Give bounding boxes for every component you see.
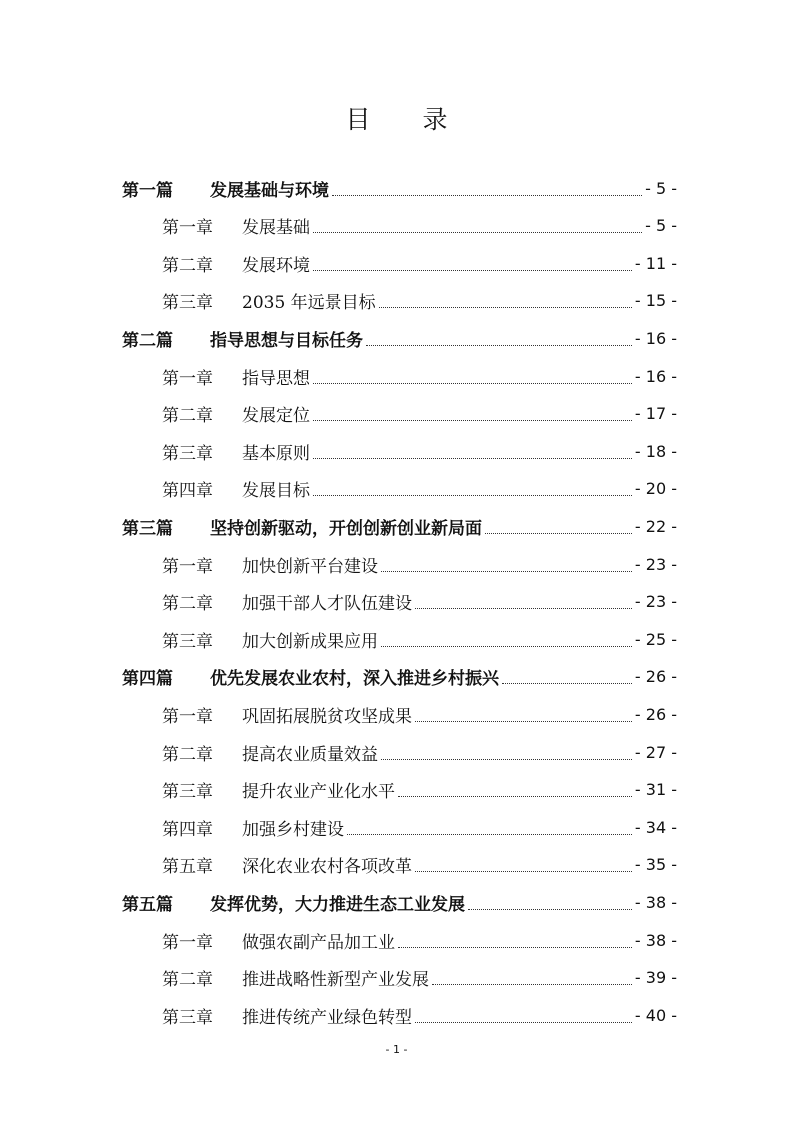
entry-page-number: - 23 -	[634, 554, 677, 574]
dot-leader	[485, 533, 632, 534]
dot-leader	[415, 1022, 632, 1023]
entry-title: 加快创新平台建设	[242, 556, 378, 577]
entry-title: 做强农副产品加工业	[242, 932, 395, 953]
entry-number: 第一章	[162, 368, 213, 389]
entry-page-number: - 15 -	[634, 291, 677, 311]
entry-title: 发展定位	[242, 406, 310, 427]
toc-title: 目 录	[345, 105, 470, 134]
entry-title: 发展基础	[242, 218, 310, 239]
entry-page-number: - 17 -	[634, 404, 677, 424]
dot-leader	[332, 195, 642, 196]
entry-page-number: - 5 -	[645, 216, 677, 236]
toc-part-entry[interactable]	[122, 320, 677, 356]
entry-number: 第一章	[162, 932, 213, 953]
toc-part-entry[interactable]	[122, 884, 677, 920]
dot-leader	[366, 345, 632, 346]
toc-chapter-entry[interactable]	[162, 546, 677, 582]
entry-number: 第一篇	[122, 180, 173, 201]
dot-leader	[415, 608, 632, 609]
entry-number: 第三章	[162, 293, 213, 314]
entry-number: 第三章	[162, 1007, 213, 1028]
toc-chapter-entry[interactable]	[162, 358, 677, 394]
entry-title: 发展基础与环境	[210, 180, 329, 201]
dot-leader	[381, 571, 632, 572]
entry-number: 第二章	[162, 255, 213, 276]
toc-chapter-entry[interactable]	[162, 245, 677, 281]
entry-number: 第二章	[162, 970, 213, 991]
toc-chapter-entry[interactable]	[162, 396, 677, 432]
entry-title: 推进战略性新型产业发展	[242, 970, 429, 991]
toc-chapter-entry[interactable]	[162, 433, 677, 469]
entry-title: 指导思想	[242, 368, 310, 389]
entry-title: 优先发展农业农村，深入推进乡村振兴	[210, 669, 499, 690]
entry-number: 第五篇	[122, 894, 173, 915]
entry-title: 深化农业农村各项改革	[242, 857, 412, 878]
entry-title: 加大创新成果应用	[242, 631, 378, 652]
dot-leader	[502, 683, 632, 684]
entry-number: 第一章	[162, 218, 213, 239]
entry-title: 巩固拓展脱贫攻坚成果	[242, 706, 412, 727]
entry-title: 提高农业质量效益	[242, 744, 378, 765]
entry-number: 第二章	[162, 744, 213, 765]
entry-page-number: - 39 -	[634, 968, 677, 988]
entry-page-number: - 35 -	[634, 855, 677, 875]
toc-chapter-entry[interactable]	[162, 772, 677, 808]
dot-leader	[313, 232, 642, 233]
entry-title: 基本原则	[242, 443, 310, 464]
entry-number: 第四章	[162, 819, 213, 840]
toc-part-entry[interactable]	[122, 659, 677, 695]
entry-number: 第二篇	[122, 330, 173, 351]
dot-leader	[313, 495, 632, 496]
dot-leader	[379, 307, 632, 308]
toc-chapter-entry[interactable]	[162, 922, 677, 958]
toc-chapter-entry[interactable]	[162, 960, 677, 996]
toc-part-entry[interactable]	[122, 170, 677, 206]
entry-number: 第五章	[162, 857, 213, 878]
entry-page-number: - 26 -	[634, 667, 677, 687]
entry-title: 2035 年远景目标	[242, 293, 376, 314]
entry-page-number: - 27 -	[634, 742, 677, 762]
toc-chapter-entry[interactable]	[162, 696, 677, 732]
entry-title: 推进传统产业绿色转型	[242, 1007, 412, 1028]
page-number: - 1 -	[385, 1043, 408, 1056]
entry-number: 第三篇	[122, 518, 173, 539]
entry-title: 加强干部人才队伍建设	[242, 594, 412, 615]
entry-title: 加强乡村建设	[242, 819, 344, 840]
entry-page-number: - 16 -	[634, 328, 677, 348]
entry-number: 第一章	[162, 556, 213, 577]
entry-page-number: - 38 -	[634, 930, 677, 950]
toc-chapter-entry[interactable]	[162, 847, 677, 883]
dot-leader	[415, 871, 632, 872]
entry-title: 发展目标	[242, 481, 310, 502]
entry-title: 指导思想与目标任务	[210, 330, 363, 351]
toc-chapter-entry[interactable]	[162, 584, 677, 620]
toc-chapter-entry[interactable]	[162, 734, 677, 770]
entry-page-number: - 34 -	[634, 817, 677, 837]
entry-page-number: - 40 -	[634, 1005, 677, 1025]
dot-leader	[415, 721, 632, 722]
dot-leader	[381, 759, 632, 760]
dot-leader	[313, 383, 632, 384]
entry-page-number: - 26 -	[634, 704, 677, 724]
dot-leader	[398, 796, 632, 797]
toc-chapter-entry[interactable]	[162, 809, 677, 845]
dot-leader	[468, 909, 632, 910]
toc-chapter-entry[interactable]	[162, 471, 677, 507]
toc-chapter-entry[interactable]	[162, 283, 677, 319]
entry-page-number: - 22 -	[634, 516, 677, 536]
entry-page-number: - 25 -	[634, 629, 677, 649]
entry-page-number: - 5 -	[645, 178, 677, 198]
entry-title: 坚持创新驱动，开创创新创业新局面	[210, 518, 482, 539]
entry-number: 第三章	[162, 631, 213, 652]
dot-leader	[313, 270, 632, 271]
entry-page-number: - 31 -	[634, 780, 677, 800]
entry-page-number: - 16 -	[634, 366, 677, 386]
entry-title: 提升农业产业化水平	[242, 782, 395, 803]
entry-number: 第二章	[162, 406, 213, 427]
toc-part-entry[interactable]	[122, 508, 677, 544]
entry-number: 第三章	[162, 443, 213, 464]
entry-page-number: - 38 -	[634, 892, 677, 912]
entry-number: 第四章	[162, 481, 213, 502]
dot-leader	[347, 834, 632, 835]
dot-leader	[313, 420, 632, 421]
toc-chapter-entry[interactable]	[162, 621, 677, 657]
dot-leader	[313, 458, 632, 459]
entry-page-number: - 20 -	[634, 479, 677, 499]
entry-page-number: - 23 -	[634, 592, 677, 612]
entry-number: 第一章	[162, 706, 213, 727]
entry-page-number: - 18 -	[634, 441, 677, 461]
entry-number: 第二章	[162, 594, 213, 615]
entry-number: 第三章	[162, 782, 213, 803]
entry-number: 第四篇	[122, 669, 173, 690]
toc-chapter-entry[interactable]	[162, 208, 677, 244]
dot-leader	[381, 646, 632, 647]
dot-leader	[398, 947, 632, 948]
entry-page-number: - 11 -	[634, 253, 677, 273]
entry-title: 发挥优势，大力推进生态工业发展	[210, 894, 465, 915]
dot-leader	[432, 984, 632, 985]
toc-chapter-entry[interactable]	[162, 997, 677, 1033]
entry-title: 发展环境	[242, 255, 310, 276]
